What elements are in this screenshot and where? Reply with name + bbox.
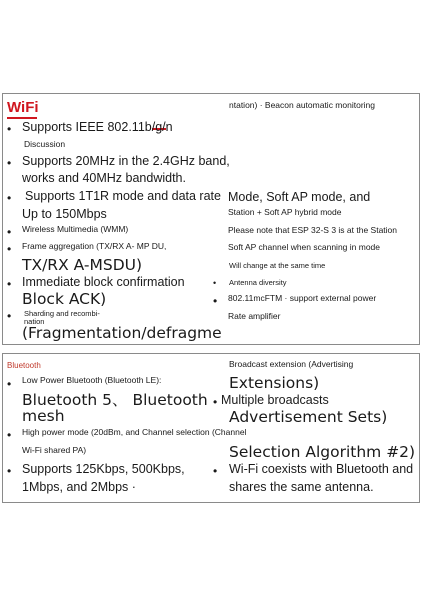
bullet: • — [7, 464, 12, 478]
bullet: • — [7, 242, 12, 256]
bluetooth-feature-text: shares the same antenna. — [229, 480, 374, 494]
bluetooth-feature-text: Bluetooth 5、 Bluetooth — [22, 391, 208, 409]
wifi-feature-text: 802.11mcFTM · support external power — [228, 293, 377, 303]
bullet: • — [213, 278, 217, 288]
bluetooth-feature-text: Advertisement Sets) — [229, 408, 388, 426]
wifi-feature-text: Block ACK) — [22, 290, 107, 308]
bluetooth-feature-text: Wi-Fi shared PA) — [22, 445, 87, 455]
wifi-title-underline — [7, 117, 37, 119]
wifi-feature-text: Immediate block confirmation — [22, 275, 185, 289]
bullet: • — [7, 377, 12, 391]
wifi-feature-text: Rate amplifier — [228, 311, 281, 321]
wifi-feature-text: TX/RX A-MSDU) — [22, 256, 143, 274]
bullet: • — [7, 309, 12, 323]
wifi-feature-text: nation — [24, 317, 45, 326]
bullet: • — [7, 191, 12, 205]
bluetooth-feature-text: Broadcast extension (Advertising — [229, 359, 354, 369]
wifi-feature-text: Station + Soft AP hybrid mode — [228, 207, 342, 217]
bullet: • — [7, 225, 12, 239]
wifi-feature-text: Wireless Multimedia (WMM) — [22, 224, 129, 234]
bullet: • — [7, 277, 12, 291]
bluetooth-feature-text: Selection Algorithm #2) — [229, 443, 416, 461]
bullet: • — [7, 122, 12, 136]
bluetooth-feature-text: Multiple broadcasts — [221, 393, 329, 407]
bluetooth-feature-text: High power mode (20dBm, and Channel selection (Channel — [22, 427, 247, 437]
wifi-feature-text: Supports 20MHz in the 2.4GHz band, — [22, 154, 230, 168]
wifi-feature-text: works and 40MHz bandwidth. — [22, 171, 186, 185]
wifi-feature-text: Supports 1T1R mode and data rate — [25, 189, 221, 203]
wifi-feature-text: Sharding and recombi- — [24, 309, 100, 318]
wifi-feature-text: Antenna diversity — [229, 278, 287, 287]
wifi-feature-text: Soft AP channel when scanning in mode — [228, 242, 381, 252]
bluetooth-feature-text: Wi-Fi coexists with Bluetooth and — [229, 462, 414, 476]
bullet: • — [213, 464, 218, 478]
wifi-feature-text: Frame aggregation (TX/RX A- MP DU, — [22, 241, 167, 251]
bluetooth-feature-text: 1Mbps, and 2Mbps · — [22, 480, 136, 494]
wifi-feature-text: (Fragmentation/defragme — [22, 324, 222, 342]
bluetooth-feature-text: Low Power Bluetooth (Bluetooth LE): — [22, 375, 162, 385]
bluetooth-feature-text: Supports 125Kbps, 500Kbps, — [22, 462, 185, 476]
wifi-feature-text: Will change at the same time — [229, 261, 326, 270]
bullet: • — [213, 294, 218, 308]
wifi-feature-text: ntation) · Beacon automatic monitoring — [229, 100, 375, 110]
wifi-feature-text: Mode, Soft AP mode, and — [228, 190, 371, 204]
wifi-title: WiFi — [7, 99, 39, 116]
bullet: • — [213, 395, 218, 409]
wifi-feature-text: Up to 150Mbps — [22, 207, 107, 221]
wifi-feature-text: Discussion — [24, 139, 66, 149]
bullet: • — [7, 156, 12, 170]
bluetooth-feature-text: mesh — [22, 407, 65, 425]
bluetooth-title: Bluetooth — [7, 361, 41, 370]
bullet: • — [7, 428, 12, 442]
bluetooth-feature-text: Extensions) — [229, 374, 320, 392]
wifi-feature-text: Please note that ESP 32-S 3 is at the Station — [228, 225, 398, 235]
wifi-feature-text: Supports IEEE 802.11b/g/n — [22, 120, 173, 134]
